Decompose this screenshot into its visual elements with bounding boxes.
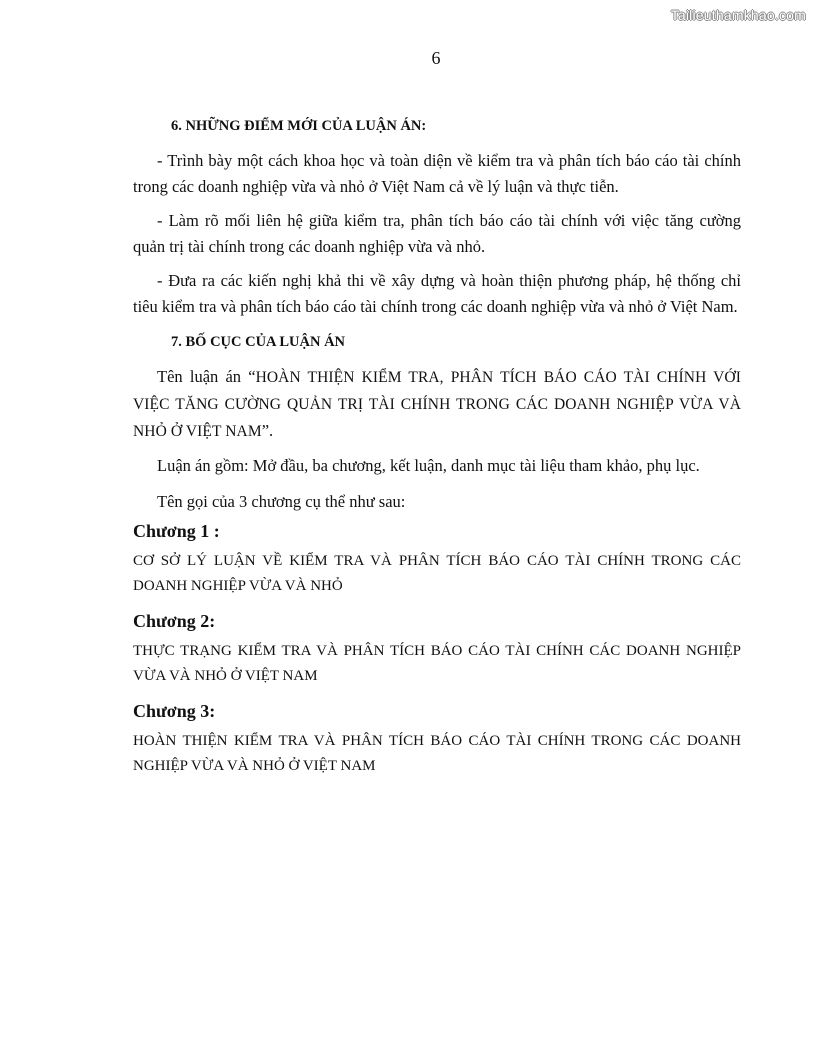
chapter-2-label: Chương 2:	[133, 611, 216, 631]
chapter-3-label: Chương 3:	[133, 701, 216, 721]
chapter-1-title: CƠ SỞ LÝ LUẬN VỀ KIỂM TRA VÀ PHÂN TÍCH BÁO CÁO TÀI CHÍNH TRONG CÁC DOANH NGHIỆP VỪA VÀ NHỎ	[133, 553, 741, 594]
chapter-1-label: Chương 1 :	[133, 521, 220, 541]
thesis-structure: Luận án gồm: Mở đầu, ba chương, kết luận, danh mục tài liệu tham khảo, phụ lục.	[157, 456, 700, 475]
thesis-name-suffix: ”.	[261, 421, 274, 440]
chapter-3-title: HOÀN THIỆN KIỂM TRA VÀ PHÂN TÍCH BÁO CÁO TÀI CHÍNH TRONG CÁC DOANH NGHIỆP VỪA VÀ NHỎ Ở VIỆT NAM	[133, 733, 741, 774]
watermark: Tailieuthamkhao.com	[670, 7, 806, 23]
thesis-name-prefix: Tên luận án “	[157, 367, 256, 386]
section-6-item: - Đưa ra các kiến nghị khả thi về xây dựng và hoàn thiện phương pháp, hệ thống chỉ tiêu kiểm tra và phân tích báo cáo tài chính trong các doanh nghiệp vừa và nhỏ ở Việt Nam.	[133, 271, 741, 316]
section-6-item: - Làm rõ mối liên hệ giữa kiểm tra, phân tích báo cáo tài chính với việc tăng cường quản trị tài chính trong các doanh nghiệp vừa và nhỏ.	[133, 211, 741, 256]
page-number: 6	[431, 48, 441, 68]
thesis-name-paragraph	[133, 364, 741, 445]
section-6-heading: 6. NHỮNG ĐIỂM MỚI CỦA LUẬN ÁN:	[171, 118, 427, 134]
thesis-name: HOÀN THIỆN KIỂM TRA, PHÂN TÍCH BÁO CÁO TÀI CHÍNH VỚI VIỆC TĂNG CƯỜNG QUẢN TRỊ TÀI CHÍNH TRONG CÁC DOANH NGHIỆP VỪA VÀ NHỎ Ở VIỆT NAM	[133, 369, 741, 440]
document-body	[133, 114, 741, 789]
section-6-item: - Trình bày một cách khoa học và toàn diện về kiểm tra và phân tích báo cáo tài chính trong các doanh nghiệp vừa và nhỏ ở Việt Nam cả về lý luận và thực tiễn.	[133, 151, 741, 196]
section-7-heading: 7. BỐ CỤC CỦA LUẬN ÁN	[171, 334, 346, 350]
chapter-2-title: THỰC TRẠNG KIỂM TRA VÀ PHÂN TÍCH BÁO CÁO TÀI CHÍNH CÁC DOANH NGHIỆP VỪA VÀ NHỎ Ở VIỆT NAM	[133, 643, 741, 684]
chapters-intro: Tên gọi của 3 chương cụ thể như sau:	[157, 492, 406, 511]
